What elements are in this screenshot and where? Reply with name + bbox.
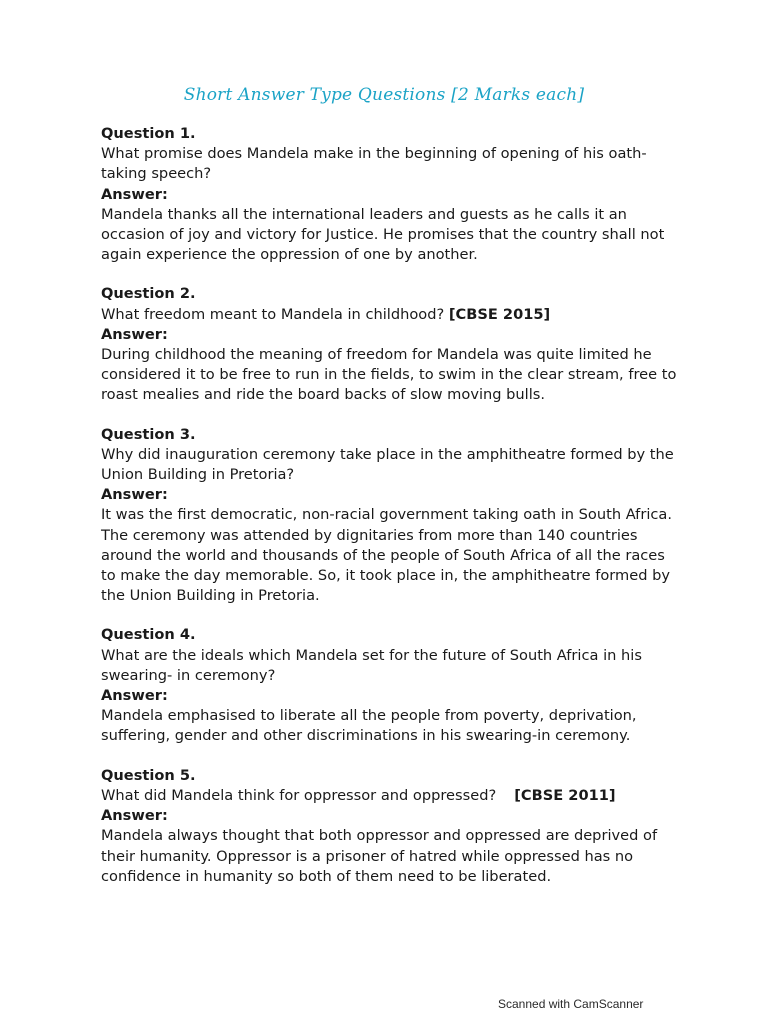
exam-tag: [CBSE 2015] (448, 305, 551, 323)
question-body: What freedom meant to Mandela in childhood? (101, 305, 445, 323)
qa-item-2 (101, 284, 681, 405)
exam-tag: [CBSE 2011] (514, 786, 616, 804)
question-text (101, 305, 681, 325)
qa-item-3 (101, 425, 681, 607)
question-body: What did Mandela think for oppressor and oppressed? (101, 786, 497, 804)
question-label: Question 3. (101, 425, 196, 443)
question-text (101, 445, 681, 485)
scanner-watermark: Scanned with CamScanner (498, 997, 644, 1011)
question-label: Question 1. (101, 125, 196, 142)
answer-text: Mandela thanks all the international leaders and guests as he calls it an occasion of joy and victory for Justice. He promises that the country shall not again experience the oppression of one by another. (101, 205, 665, 264)
answer-text: During childhood the meaning of freedom for Mandela was quite limited he considered it to be free to run in the fields, to swim in the clear stream, free to roast mealies and ride the board backs of slow moving bulls. (101, 346, 677, 404)
answer-text: Mandela emphasised to liberate all the people from poverty, deprivation, suffering, gender and other discriminations in his swearing-in ceremony. (101, 707, 637, 745)
qa-item-5 (101, 766, 681, 887)
question-label: Question 5. (101, 766, 196, 784)
question-body: Why did inauguration ceremony take place in the amphitheatre formed by the Union Building in Pretoria? (101, 445, 674, 484)
answer-label: Answer: (101, 325, 168, 343)
question-text (101, 646, 681, 686)
qa-item-4 (101, 625, 681, 746)
question-text (101, 144, 681, 184)
answer-text: It was the first democratic, non-racial government taking oath in South Africa. The ceremony was attended by dignitaries from more than 140 countries around the world and thousands of the people of South Africa of all the races to make the day memorable. So, it took place in, the amphitheatre formed by the Union Building in Pretoria. (101, 506, 672, 605)
qa-list (101, 124, 681, 906)
question-body: What are the ideals which Mandela set for the future of South Africa in his swearing- in ceremony? (101, 646, 642, 684)
question-body: What promise does Mandela make in the beginning of opening of his oath-taking speech? (101, 145, 647, 183)
answer-label: Answer: (101, 185, 168, 203)
answer-label: Answer: (101, 687, 168, 705)
answer-label: Answer: (101, 486, 168, 504)
page-title: Short Answer Type Questions [2 Marks each] (183, 85, 585, 105)
answer-text: Mandela always thought that both oppressor and oppressed are deprived of their humanity. Oppressor is a prisoner of hatred while oppressed has no confidence in humanity so both of them need to be liberated. (101, 827, 658, 885)
answer-label: Answer: (101, 807, 168, 825)
question-text (101, 786, 681, 806)
question-label: Question 2. (101, 285, 196, 303)
question-label: Question 4. (101, 626, 196, 644)
qa-item-1 (101, 124, 681, 265)
